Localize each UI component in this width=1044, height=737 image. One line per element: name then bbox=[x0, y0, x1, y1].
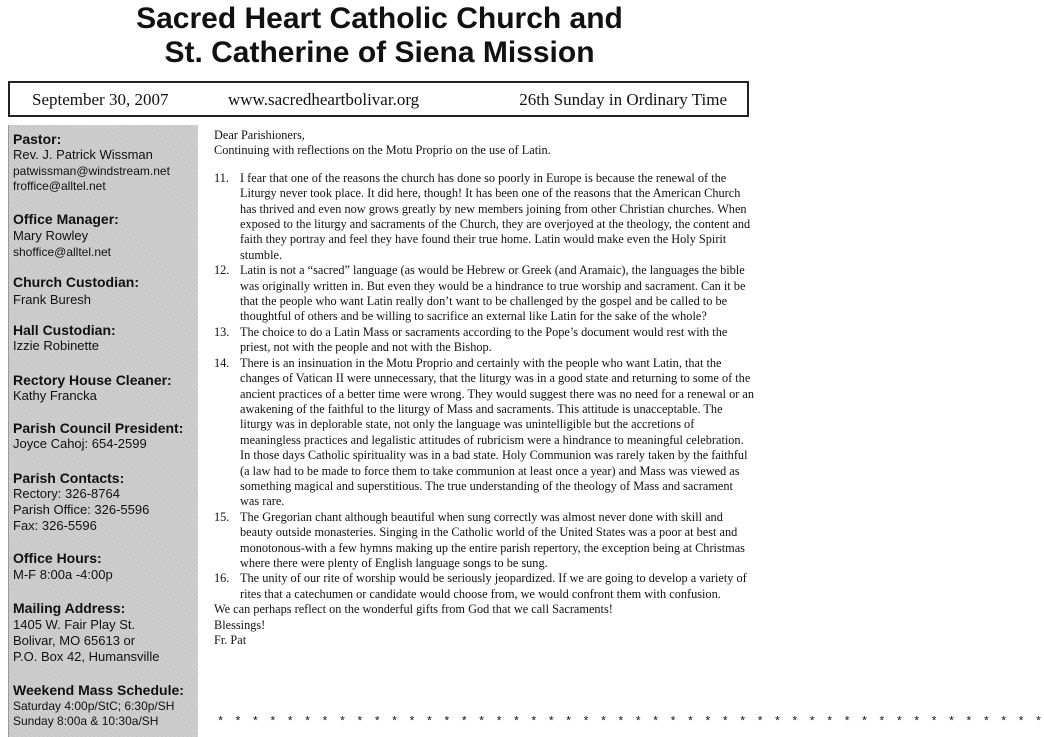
church-custodian-name: Frank Buresh bbox=[13, 292, 92, 307]
mass-schedule-heading: Weekend Mass Schedule: bbox=[13, 682, 184, 698]
list-item bbox=[214, 571, 754, 602]
pastor-heading: Pastor: bbox=[13, 131, 62, 147]
council-president-heading: Parish Council President: bbox=[13, 420, 184, 436]
council-president-contact: Joyce Cahoj: 654-2599 bbox=[13, 436, 147, 451]
issue-date: September 30, 2007 bbox=[32, 90, 169, 109]
list-item bbox=[214, 356, 754, 510]
office-manager-heading: Office Manager: bbox=[13, 211, 119, 227]
liturgical-occasion: 26th Sunday in Ordinary Time bbox=[519, 90, 727, 109]
rectory-cleaner-heading: Rectory House Cleaner: bbox=[13, 372, 172, 388]
item-text: The unity of our rite of worship would be seriously jeopardized. If we are going to develop a variety of rites that a catechumen or candidate would choose from, we would confront them with confusion. bbox=[240, 571, 747, 601]
list-item bbox=[214, 325, 754, 356]
item-text: The Gregorian chant although beautiful when sung correctly was almost never done with skill and beauty outside monasteries. Singing in the Catholic world of the United States was a poor at best and monotonous-with a few hymns making up the entire parish repertory, the exception being at Christmas where there were plenty of English language songs to be sung. bbox=[240, 509, 745, 570]
item-number: 15. bbox=[214, 509, 230, 524]
fax-number: Fax: 326-5596 bbox=[13, 518, 97, 533]
letter-salutation: Dear Parishioners, bbox=[214, 128, 305, 142]
item-number: 14. bbox=[214, 355, 230, 370]
closing-sentence: We can perhaps reflect on the wonderful gifts from God that we call Sacraments! bbox=[214, 602, 613, 617]
parish-directory-sidebar bbox=[8, 125, 198, 737]
masthead-line-2: St. Catherine of Siena Mission bbox=[164, 36, 595, 69]
rectory-cleaner-name: Kathy Francka bbox=[13, 388, 97, 403]
mass-sunday: Sunday 8:00a & 10:30a/SH bbox=[13, 714, 159, 728]
rectory-phone: Rectory: 326-8764 bbox=[13, 486, 120, 501]
list-item bbox=[214, 510, 754, 572]
mass-saturday: Saturday 4:00p/StC; 6:30p/SH bbox=[13, 699, 175, 713]
item-text: Latin is not a “sacred” language (as would be Hebrew or Greek (and Aramaic), the languages the bible was originally written in. But even they would be a hindrance to true worship and sacrament. Can it be that the people who want Latin really don’t want to be challenged by the gospel and be called to be thoughtful of others and be willing to sacrifice an external like Latin for the sake of the whole? bbox=[240, 263, 746, 324]
dateline-box bbox=[8, 81, 749, 117]
parish-office-phone: Parish Office: 326-5596 bbox=[13, 502, 150, 517]
mailing-address-line-2: Bolivar, MO 65613 or bbox=[13, 633, 136, 648]
reflection-list bbox=[214, 171, 754, 602]
masthead-line-1: Sacred Heart Catholic Church and bbox=[136, 2, 623, 35]
star-divider: * * * * * * * * * * * * * * * * * * * * * * * * * * * * * * * * * * * * * * * * * * * * * * * * bbox=[217, 715, 1044, 729]
office-hours-heading: Office Hours: bbox=[13, 550, 102, 566]
pastor-letter bbox=[214, 128, 754, 648]
list-item bbox=[214, 263, 754, 325]
hall-custodian-name: Izzie Robinette bbox=[13, 338, 99, 353]
sign-off: Blessings! bbox=[214, 617, 266, 632]
item-text: The choice to do a Latin Mass or sacraments according to the Pope’s document would rest with the priest, not with the people and not with the Bishop. bbox=[240, 324, 728, 355]
pastor-name: Rev. J. Patrick Wissman bbox=[13, 147, 153, 162]
website-link[interactable]: www.sacredheartbolivar.org bbox=[228, 90, 420, 109]
item-text: I fear that one of the reasons the church has done so poorly in Europe is because the renewal of the Liturgy never took place. It did here, though! It has been one of the reasons that the American Church has thrived and even now grows greatly by new members joining from other Christian churches. When exposed to the liturgy and sacraments of the Church, they are overjoyed at the theology, the content and faith they portray and feel they have found their true home. Latin would make even the Holy Spirit stumble. bbox=[240, 170, 751, 262]
mailing-address-line-3: P.O. Box 42, Humansville bbox=[13, 649, 160, 664]
letter-intro: Continuing with reflections on the Motu Proprio on the use of Latin. bbox=[214, 143, 551, 158]
item-number: 11. bbox=[214, 170, 229, 185]
office-manager-email[interactable]: shoffice@alltel.net bbox=[13, 245, 112, 259]
item-number: 13. bbox=[214, 324, 230, 339]
pastor-email[interactable]: patwissman@windstream.net bbox=[13, 164, 170, 178]
item-number: 12. bbox=[214, 263, 230, 278]
parish-contacts-heading: Parish Contacts: bbox=[13, 470, 125, 486]
office-hours-value: M-F 8:00a -4:00p bbox=[13, 567, 113, 582]
church-custodian-heading: Church Custodian: bbox=[13, 274, 139, 290]
office-manager-name: Mary Rowley bbox=[13, 228, 89, 243]
mailing-address-heading: Mailing Address: bbox=[13, 600, 126, 616]
mailing-address-line-1: 1405 W. Fair Play St. bbox=[13, 617, 136, 632]
letter-closing bbox=[214, 602, 754, 648]
item-text: There is an insinuation in the Motu Proprio and certainly with the people who want Latin, that the changes of Vatican II were unnecessary, that the liturgy was in a good state and returning to some of the ancient practices of a better time were wrong. They would suggest there was no need for a renewal or an awakening of the faithful to the liturgy of Mass and sacraments. This attitude is unacceptable. The liturgy was in deplorable state, not only the language was unintelligible but the accretions of meaningless practices and legalistic attitudes of rubricism were a hindrance to meaningful celebration. In those days Catholic spirituality was in a bad state. Holy Communion was rarely taken by the faithful (a law had to be made to force them to take communion at least once a year) and Mass was viewed as something magical and superstitious. The true understanding of the theology of Mass and sacrament was rare. bbox=[240, 355, 754, 509]
signature: Fr. Pat bbox=[214, 633, 247, 647]
hall-custodian-heading: Hall Custodian: bbox=[13, 322, 116, 338]
list-item bbox=[214, 171, 754, 263]
item-number: 16. bbox=[214, 571, 230, 586]
office-email[interactable]: froffice@alltel.net bbox=[13, 179, 106, 193]
